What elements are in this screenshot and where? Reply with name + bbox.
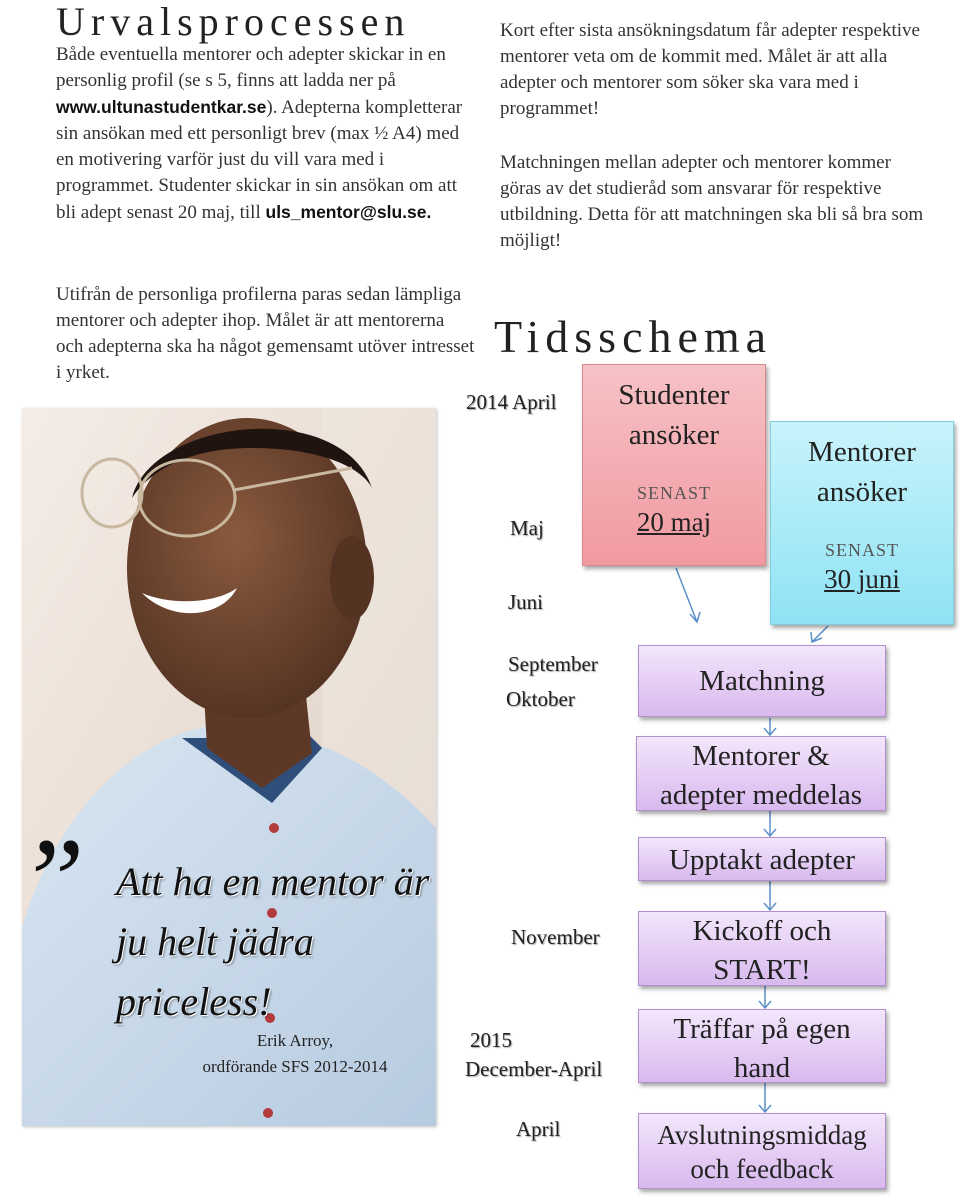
step-avslutning [638,1113,886,1189]
mentors-line1: Mentorer [808,436,916,468]
mentors-senast: SENAST [824,540,899,560]
students-deadline: 20 maj [636,507,712,537]
label-maj: Maj [510,516,544,540]
label-2014-april: 2014 April [466,390,557,414]
step-avslutning-line1: Avslutningsmiddag [657,1120,867,1150]
step-traffar [638,1009,886,1083]
mentors-apply-box [770,421,954,625]
matching-paragraph: Utifrån de personliga profilerna paras sedan lämpliga mentorer och adepter ihop. Målet är att mentorerna och adepterna ska ha något gemensamt utöver intresset i yrket. [56,284,475,383]
step-kickoff-line1: Kickoff och [692,915,832,947]
students-senast: SENAST [636,483,711,503]
matchmaking-paragraph: Matchningen mellan adepter och mentorer kommer göras av det studieråd som ansvarar för respektive utbildning. Detta för att matchningen ska bli så bra som möjligt! [500,152,924,251]
step-kickoff [638,911,886,986]
website-link[interactable]: www.ultunastudentkar.se [56,97,267,117]
arrow-students [676,568,697,622]
students-line1: Studenter [618,379,730,411]
step-meddelas-line1: Mentorer & [692,740,830,772]
step-meddelas-line2: adepter meddelas [659,779,863,811]
intro-text-a: Både eventuella mentorer och adepter skickar in en personlig profil (se s 5, finns att ladda ner på [56,44,446,91]
quote-mark: ” [18,813,77,946]
intro-text-b: ). Adepterna kompletterar sin ansökan med ett personligt brev (max ½ A4) med en motivering varför just du vill vara med i programmet. Studenter skickar in sin ansökan om att bli adept senast 20 maj, till [56,97,463,223]
label-oktober: Oktober [506,687,575,711]
step-upptakt-label: Upptakt adepter [668,844,855,876]
label-november: November [511,925,600,949]
label-september: September [508,652,598,676]
students-apply-box [582,364,766,566]
section-title-urval: Urvalsprocessen [56,0,411,44]
step-avslutning-line2: och feedback [690,1154,834,1184]
step-kickoff-line2: START! [713,954,811,986]
step-traffar-line2: hand [733,1052,791,1084]
quote-role: ordförande SFS 2012-2014 [202,1057,388,1076]
label-april: April [516,1117,561,1141]
label-december-april: December-April [465,1057,603,1081]
mentors-line2: ansöker [816,476,908,508]
quote-author: Erik Arroy, [256,1031,334,1050]
quote-text: Att ha en mentor är ju helt jädra priceless! [116,859,430,1024]
label-juni: Juni [508,590,544,614]
step-traffar-line1: Träffar på egen [673,1013,851,1045]
label-2015: 2015 [470,1028,512,1052]
step-meddelas [636,736,886,811]
step-matchning-label: Matchning [699,665,825,697]
mentors-deadline: 30 juni [824,564,900,594]
email-link[interactable]: uls_mentor@slu.se. [265,202,432,222]
step-upptakt [638,837,886,881]
students-line2: ansöker [628,419,720,451]
step-matchning [638,645,886,717]
schedule-title: Tidsschema [494,311,773,362]
notification-paragraph: Kort efter sista ansökningsdatum får adepter respektive mentorer veta om de kommit med. Målet är att alla adepter och mentorer som söker ska vara med i programmet! [500,20,920,119]
